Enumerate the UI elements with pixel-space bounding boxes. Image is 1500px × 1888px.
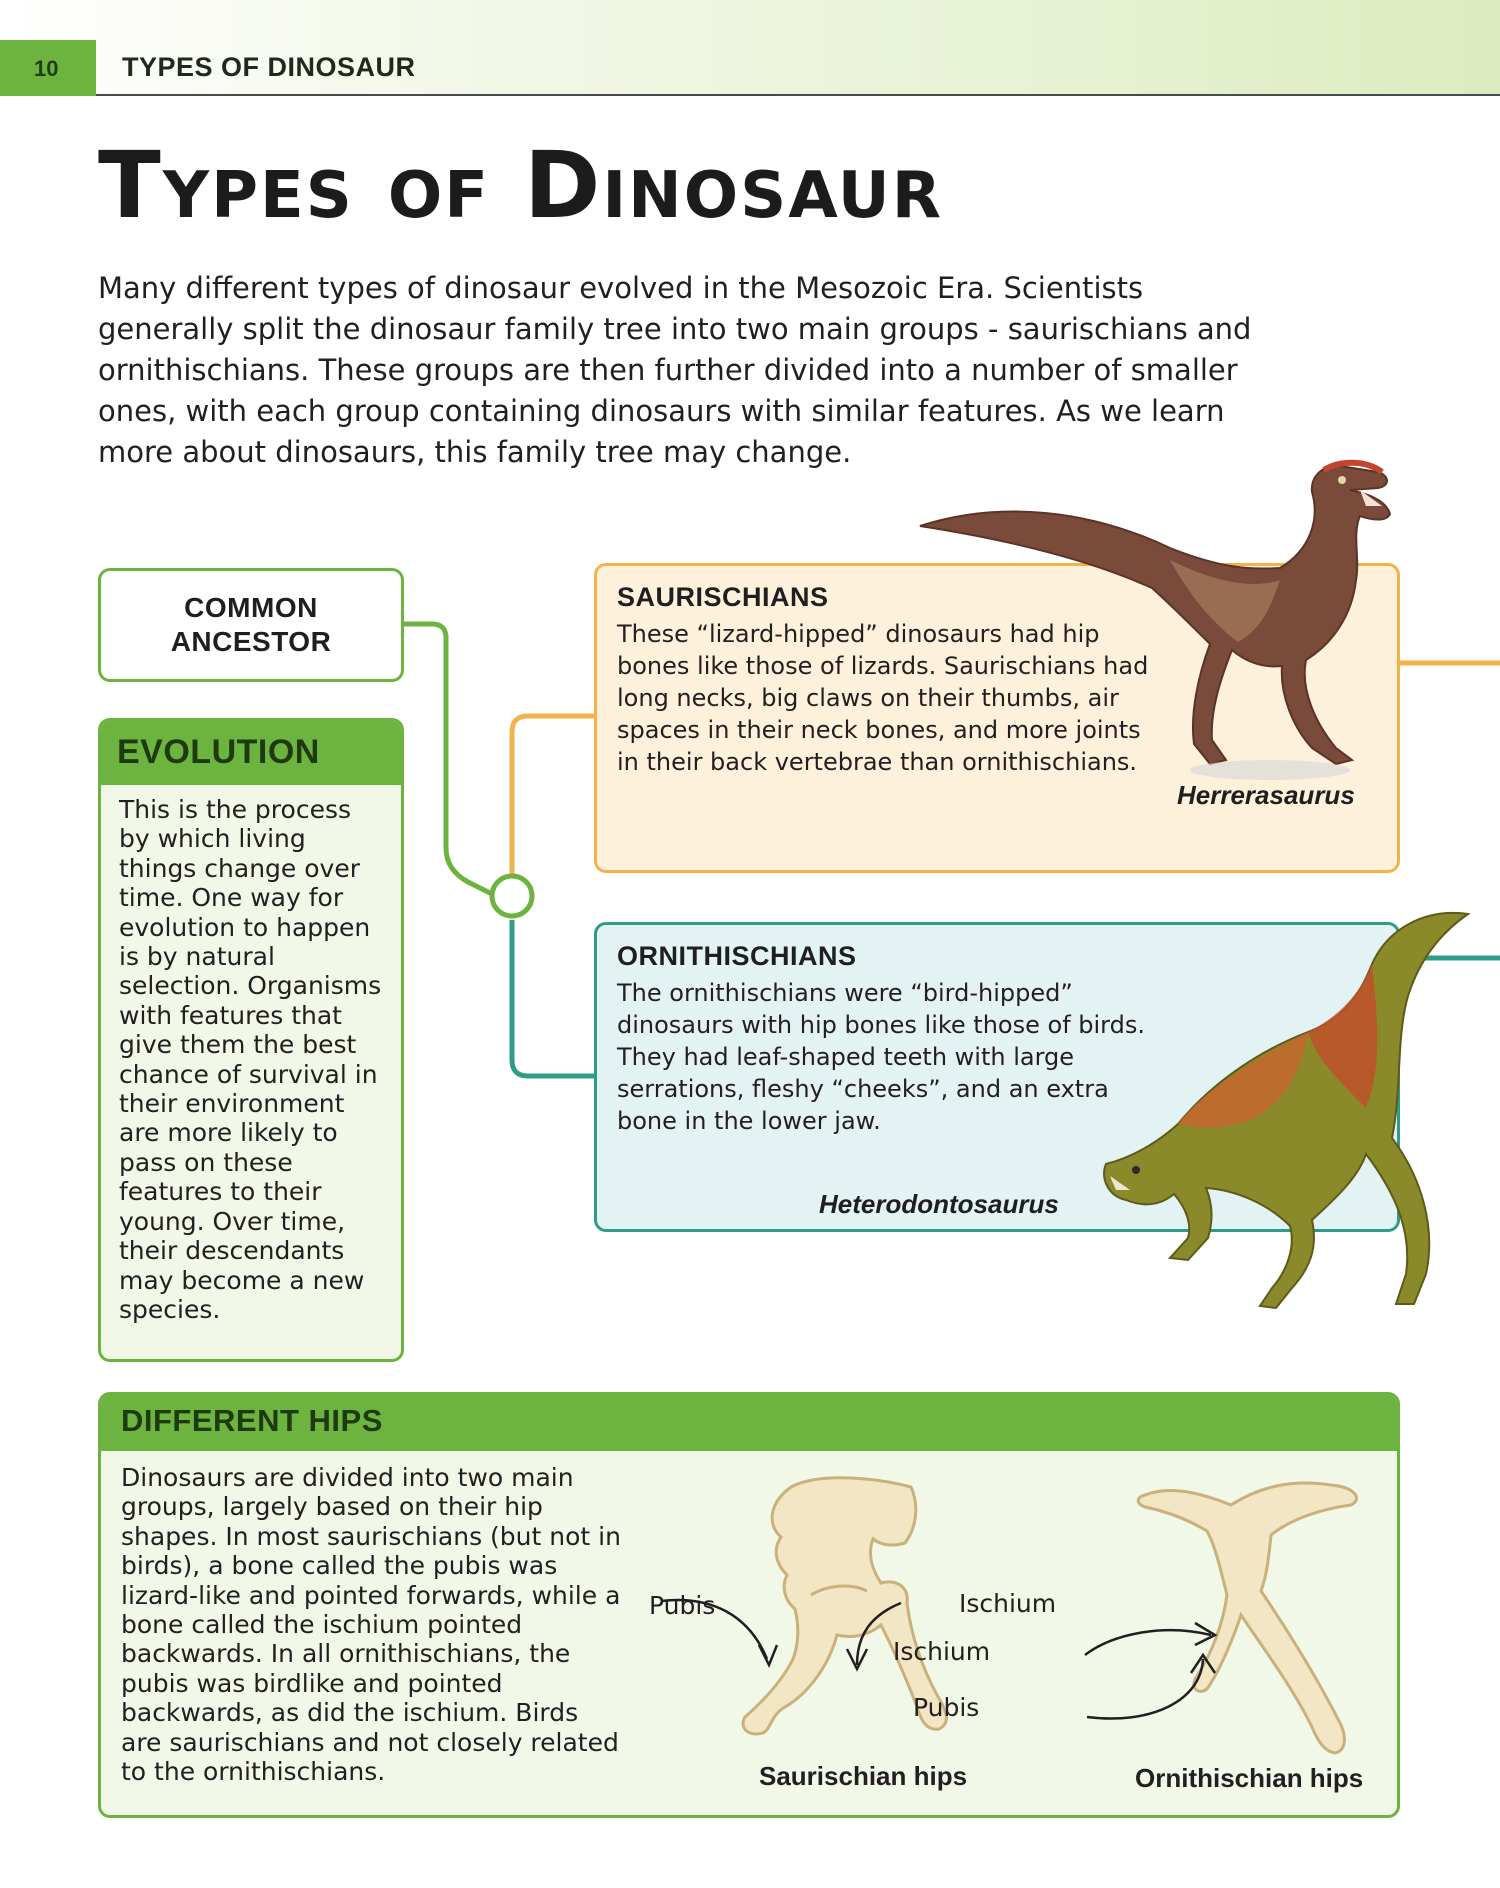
saurischian-ischium-label: Ischium [959,1589,1057,1618]
different-hips-header [101,1395,1397,1451]
evolution-text: This is the process by which living things change over time. One way for evolution to happen is by natural selection. Organisms with features that give them the best chance of survival in their environment are more likely to pass on these features to their young. Over time, their descendants may become a new species. [119,795,382,1324]
green-connector [404,624,492,894]
ornithischian-hips-caption: Ornithischian hips [1135,1763,1364,1793]
page-number: 10 [34,56,59,81]
common-ancestor-label: COMMON ANCESTOR [170,592,332,657]
orange-connector [512,716,594,893]
different-hips-panel [98,1392,1400,1818]
herrerasaurus-label: Herrerasaurus [1177,780,1355,810]
saurischians-title: SAURISCHIANS [617,582,829,612]
teal-connector [512,920,594,1076]
different-hips-text: Dinosaurs are divided into two main groups, largely based on their hip shapes. In most saurischians (but not in birds), a bone called the pubis was lizard-like and pointed forwards, while a bone called the ischium pointed backwards. In all ornithischians, the pubis was birdlike and pointed backwards, as did the ischium. Birds are saurischians and not closely related to the ornithischians. [121,1463,621,1787]
ornithischian-arrows [1071,1605,1291,1745]
running-head: TYPES OF DINOSAUR [122,52,416,82]
different-hips-title: DIFFERENT HIPS [121,1403,383,1438]
evolution-title: EVOLUTION [117,733,320,771]
branch-node [492,876,532,916]
evolution-header [101,721,401,785]
ornithischians-title: ORNITHISCHIANS [617,941,857,971]
heterodontosaurus-label: Heterodontosaurus [819,1189,1059,1219]
page-title: Types of Dinosaur [98,132,944,239]
ornithischian-ischium-label: Ischium [893,1637,991,1666]
saurischians-text: These “lizard-hipped” dinosaurs had hip bones like those of lizards. Saurischians had long necks, big claws on their thumbs, air spaces in their neck bones, and more joints in their back vertebrae than ornithischians. [617,620,1149,776]
ornithischians-text: The ornithischians were “bird-hipped” dinosaurs with hip bones like those of birds. They had leaf-shaped teeth with large serrations, fleshy “cheeks”, and an extra bone in the lower jaw. [617,979,1145,1135]
common-ancestor-box [98,568,404,682]
saurischian-hips-caption: Saurischian hips [759,1761,968,1791]
intro-paragraph: Many different types of dinosaur evolved in the Mesozoic Era. Scientists generally split the dinosaur family tree into two main groups - saurischians and ornithischians. These groups are then further divided into a number of smaller ones, with each group containing dinosaurs with similar features. As we learn more about dinosaurs, this family tree may change. [98,271,1252,469]
ornithischian-pubis-label: Pubis [913,1693,980,1722]
evolution-panel [98,718,404,1362]
herrerasaurus-illustration [920,430,1480,790]
saurischian-pubis-label: Pubis [649,1591,716,1620]
heterodontosaurus-illustration [1096,908,1486,1328]
